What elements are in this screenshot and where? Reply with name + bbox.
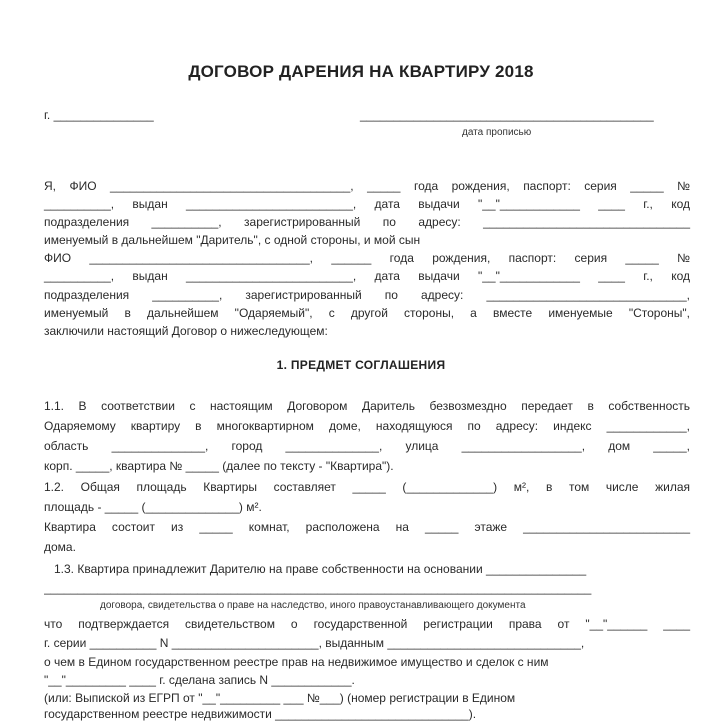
parties-line-9: заключили настоящий Договор о нижеследующем: [44,324,328,338]
clause-1-3-line-2: что подтверждается свидетельством о государственной регистрации права от "__"______ ____ [44,617,690,631]
clause-1-1-line-1: 1.1. В соответствии с настоящим Договором Даритель безвозмездно передает в собственность [44,399,690,413]
parties-line-7: подразделения __________, зарегистрированный по адресу: ______________________________, [44,288,690,302]
date-caption: дата прописью [462,127,532,138]
clause-1-2-line-4: дома. [44,540,76,554]
clause-1-3-line-4: о чем в Едином государственном реестре прав на недвижимое имущество и сделок с ним [44,655,549,669]
clause-1-3-line-3: г. серии __________ N ______________________, выданным _____________________________, [44,636,585,650]
parties-line-6: __________, выдан _________________________, дата выдачи "__"____________ ____ г., код [44,269,690,283]
clause-1-1-line-4: корп. _____, квартира № _____ (далее по тексту - "Квартира"). [44,459,394,473]
document-title: ДОГОВОР ДАРЕНИЯ НА КВАРТИРУ 2018 [188,62,534,81]
clause-1-3-line-1: 1.3. Квартира принадлежит Дарителю на праве собственности на основании _______________ [44,562,587,576]
clause-1-3-blank-line: __________________________________________________________________________________ [44,581,592,595]
clause-1-3-line-7: государственном реестре недвижимости _____________________________). [44,707,477,721]
clause-1-2-line-1: 1.2. Общая площадь Квартиры составляет _____ (_____________) м², в том числе жилая [44,480,690,494]
parties-line-2: __________, выдан _________________________, дата выдачи "__"____________ ____ г., код [44,197,690,211]
parties-line-3: подразделения __________, зарегистрированный по адресу: _______________________________ [44,215,690,229]
clause-1-1-line-2: Одаряемому квартиру в многоквартирном доме, находящуюся по адресу: индекс ____________, [44,419,690,433]
parties-line-1: Я, ФИО ____________________________________, _____ года рождения, паспорт: серия _____ № [44,179,690,193]
clause-1-2-line-2: площадь - _____ (______________) м². [44,500,262,514]
parties-line-5: ФИО _________________________________, ______ года рождения, паспорт: серия _____ № [44,251,690,265]
clause-1-1-line-3: область ______________, город ______________, улица __________________, дом _____, [44,439,690,453]
parties-line-4: именуемый в дальнейшем "Даритель", с одной стороны, и мой сын [44,233,421,247]
parties-line-8: именуемый в дальнейшем "Одаряемый", с другой стороны, а вместе именуемые "Стороны", [44,306,690,320]
date-line: ____________________________________________ [360,108,654,122]
clause-1-3-line-6: (или: Выпиской из ЕГРП от "__"_________ ___ №___) (номер регистрации в Едином [44,691,516,705]
clause-1-3-line-5: "__"_________ ____ г. сделана запись N ____________. [44,673,355,687]
basis-caption: договора, свидетельства о праве на наследство, иного правоустанавливающего документа [100,600,526,611]
city-line: г. _______________ [44,108,154,122]
section-1-heading: 1. ПРЕДМЕТ СОГЛАШЕНИЯ [276,358,446,372]
clause-1-2-line-3: Квартира состоит из _____ комнат, расположена на _____ этаже _________________________ [44,520,690,534]
